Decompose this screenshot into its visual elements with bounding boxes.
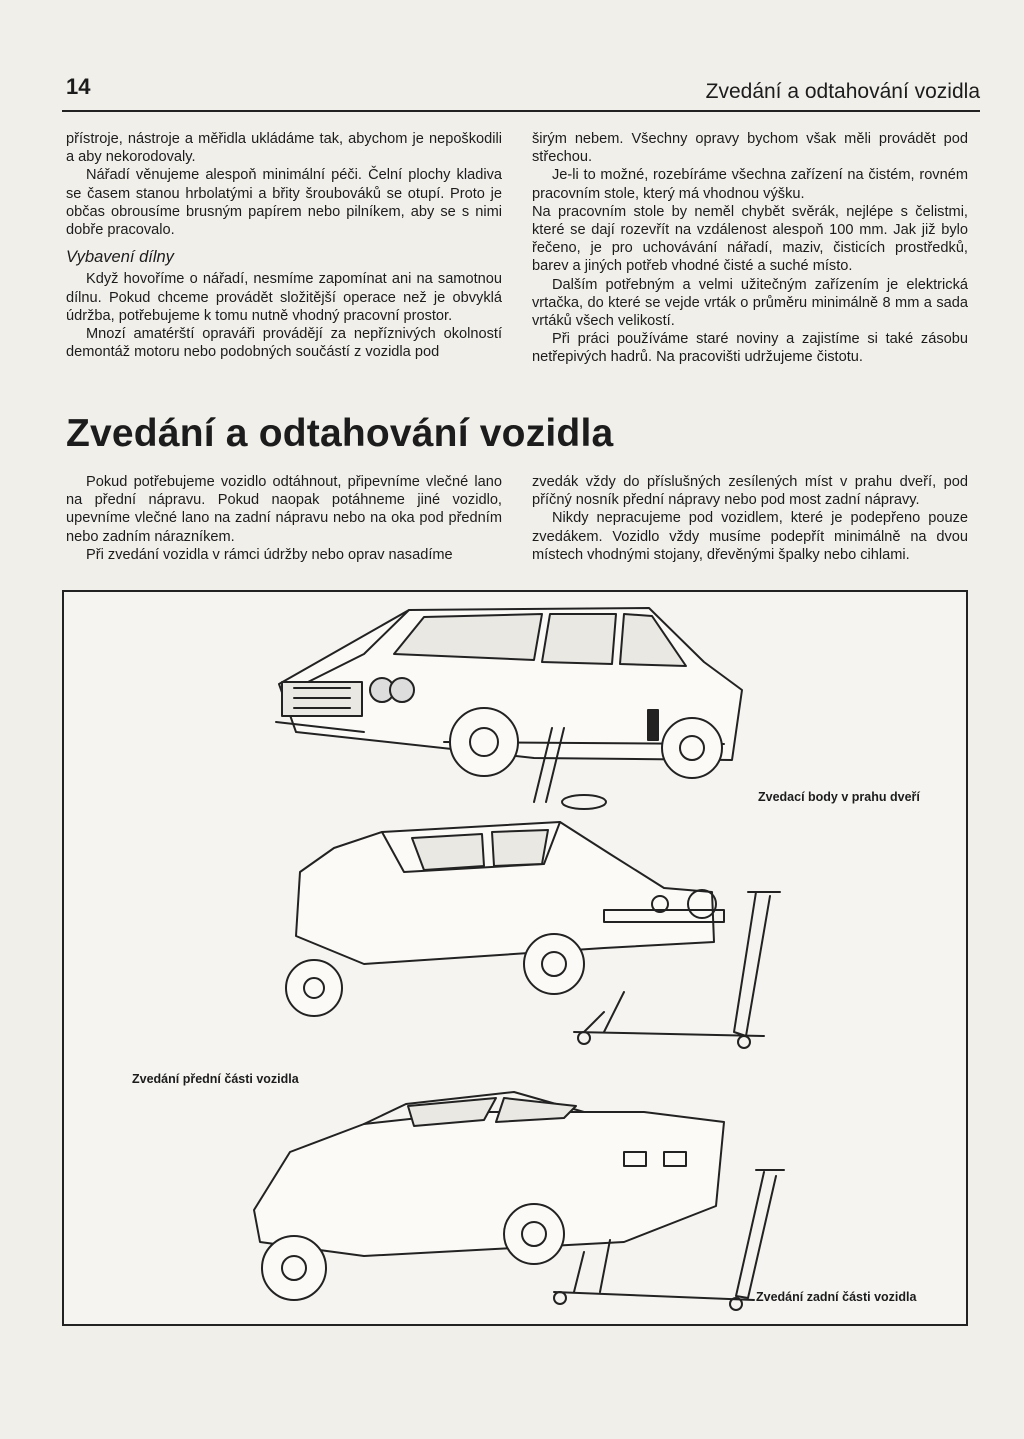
paragraph: Při zvedání vozidla v rámci údržby nebo oprav nasadíme: [86, 546, 453, 563]
paragraph: Mnozí amatérští opraváři provádějí za nepříznivých okolností demontáž motoru nebo podobných součástí z vozidla pod: [66, 326, 502, 361]
section-right-column: [532, 473, 968, 564]
paragraph: Pokud potřebujeme vozidlo odtáhnout, připevníme vlečné lano na přední nápravu. Pokud naopak potáhneme jiné vozidlo, upevníme vlečné lano na zadní nápravu nebo na oka pod předním nebo zadním nárazníkem.: [66, 474, 502, 545]
caption-rear-lift: Zvedání zadní části vozidla: [756, 1290, 917, 1304]
paragraph: Nikdy nepracujeme pod vozidlem, které je podepřeno pouze zvedákem. Vozidlo vždy musíme podepřít minimálně na dvou místech vhodnými stojany, dřevěnými špalky nebo cihlami.: [532, 510, 968, 563]
paragraph: Při práci používáme staré noviny a zajistíme si také zásobu netřepivých hadrů. Na pracovišti udržujeme čistotu.: [532, 331, 968, 366]
paragraph: Nářadí věnujeme alespoň minimální péči. Čelní plochy kladiva se časem stanou hrbolatými a břity šroubováků se otupí. Proto je občas obrousíme brusným papírem nebo pilníkem, aby se s nimi dobře pracovalo.: [66, 167, 502, 239]
caption-sill-lift-points: Zvedací body v prahu dveří: [758, 790, 920, 804]
car-sill-jack-illustration: [276, 608, 742, 809]
paragraph: širým nebem. Všechny opravy bychom však měli provádět pod střechou.: [532, 131, 968, 166]
page-number: 14: [66, 74, 91, 99]
car-illustrations: [64, 592, 970, 1328]
header-rule: [62, 110, 980, 112]
paragraph: Na pracovním stole by neměl chybět svěrák, nejlépe s čelistmi, které se dají rozevřít na vzdálenost alespoň 100 mm. Jak již bylo řečeno, je pro uchovávání nářadí, maziv, čisticích prostředků, barev a jiných potřeb vhodné čisté a suché místo.: [532, 203, 968, 275]
lifting-figure: [62, 590, 968, 1326]
subheading: Vybavení dílny: [66, 248, 174, 267]
paragraph: přístroje, nástroje a měřidla ukládáme tak, abychom je nepoškodili a aby nekorodovaly.: [66, 131, 502, 166]
section-left-column: [66, 473, 502, 564]
car-front-lift-illustration: [286, 822, 780, 1048]
paragraph: Dalším potřebným a velmi užitečným zařízením je elektrická vrtačka, do které se vejde vrták o průměru minimálně 8 mm a sada vrtáků všech velikostí.: [532, 276, 968, 330]
intro-left-column: [66, 130, 502, 361]
section-title: Zvedání a odtahování vozidla: [66, 412, 614, 455]
paragraph: Je-li to možné, rozebíráme všechna zařízení na čistém, rovném pracovním stole, který má vhodnou výšku.: [532, 167, 968, 202]
running-title: Zvedání a odtahování vozidla: [705, 80, 980, 103]
intro-right-column: [532, 130, 968, 367]
paragraph: Když hovoříme o nářadí, nesmíme zapomínat ani na samotnou dílnu. Pokud chceme provádět složitější operace než je obvyklá údržba, potřebujeme k tomu nutně vhodný pracovní prostor.: [66, 271, 502, 324]
car-rear-lift-illustration: [254, 1092, 784, 1310]
paragraph: zvedák vždy do příslušných zesílených míst v prahu dveří, pod příčný nosník přední nápravy nebo pod most zadní nápravy.: [532, 474, 968, 509]
caption-front-lift: Zvedání přední části vozidla: [132, 1072, 299, 1086]
